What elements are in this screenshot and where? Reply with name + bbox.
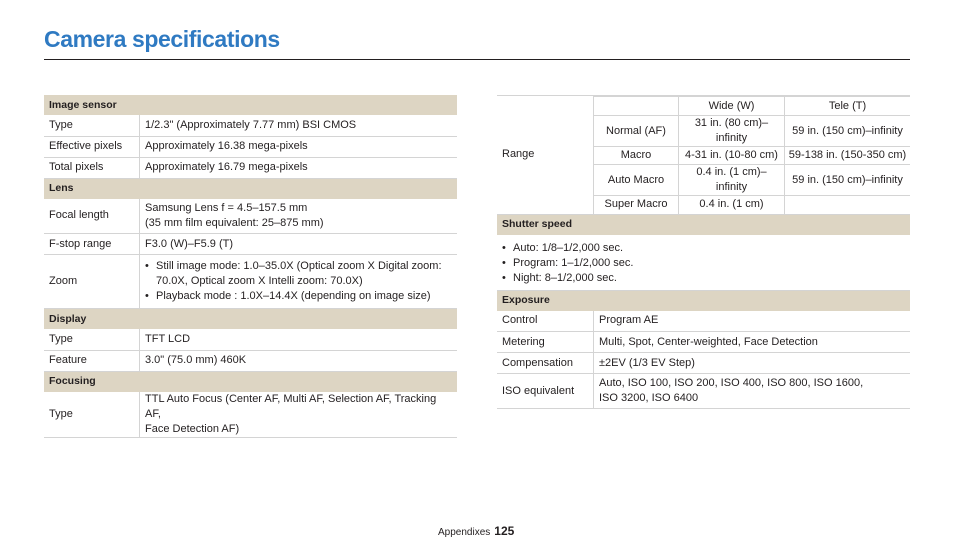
row-value: [140, 199, 458, 234]
table-row: [44, 115, 457, 136]
value-line: Samsung Lens f = 4.5–157.5 mm: [145, 201, 308, 214]
value-line: 31 in. (80 cm)–: [694, 117, 769, 129]
subtable-row: [594, 116, 910, 147]
row-value: F3.0 (W)–F5.9 (T): [140, 234, 458, 255]
value-line: infinity: [715, 181, 748, 193]
table-row: [497, 235, 910, 291]
row-value: Multi, Spot, Center-weighted, Face Detection: [594, 332, 911, 353]
row-label: Metering: [497, 332, 594, 353]
subtable-row: [594, 165, 910, 196]
row-label: Effective pixels: [44, 136, 140, 157]
table-row: [44, 350, 457, 371]
row-label: Control: [497, 311, 594, 332]
mode-cell: Auto Macro: [594, 165, 679, 196]
section-header-image-sensor: Image sensor: [44, 95, 457, 115]
row-value: Approximately 16.38 mega-pixels: [140, 136, 458, 157]
table-row: [44, 392, 457, 438]
table-row: [497, 353, 910, 374]
wide-cell: 4-31 in. (10-80 cm): [679, 147, 785, 165]
row-label: Type: [44, 392, 140, 438]
wide-cell: [679, 165, 785, 196]
spec-table-right: [497, 95, 910, 409]
table-row: [497, 311, 910, 332]
tele-cell: 59-138 in. (150-350 cm): [785, 147, 911, 165]
row-value: [140, 392, 458, 438]
section-header-focusing: Focusing: [44, 371, 457, 392]
row-label: Total pixels: [44, 157, 140, 178]
row-value: Approximately 16.79 mega-pixels: [140, 157, 458, 178]
row-value: TFT LCD: [140, 329, 458, 350]
value-line: (35 mm film equivalent: 25–875 mm): [145, 216, 324, 229]
row-value: [140, 255, 458, 309]
value-line: Auto, ISO 100, ISO 200, ISO 400, ISO 800, ISO 1600,: [599, 377, 864, 389]
value-line: 0.4 in. (1 cm)–: [696, 166, 767, 178]
value-line: infinity: [715, 132, 748, 144]
bullet-list: [502, 241, 905, 286]
row-label: Focal length: [44, 199, 140, 234]
table-row: [44, 329, 457, 350]
row-value: 1/2.3" (Approximately 7.77 mm) BSI CMOS: [140, 115, 458, 136]
mode-cell: Super Macro: [594, 196, 679, 214]
row-value: [594, 374, 911, 409]
table-row: [497, 332, 910, 353]
bullet-list: [145, 259, 452, 304]
row-label: Type: [44, 329, 140, 350]
tele-cell: [785, 196, 911, 214]
range-subtable: [594, 96, 910, 214]
row-label: ISO equivalent: [497, 374, 594, 409]
bullet-item: • Program: 1–1/2,000 sec.: [502, 256, 905, 271]
spec-table-left: [44, 95, 457, 438]
value-line: ISO 3200, ISO 6400: [599, 392, 699, 404]
table-row: [44, 157, 457, 178]
bullet-item: • Still image mode: 1.0–35.0X (Optical zoom X Digital zoom: 70.0X, Optical zoom X Intelli zoom: 70.0X): [145, 259, 452, 289]
page-title: Camera specifications: [44, 26, 280, 52]
mode-cell: Normal (AF): [594, 116, 679, 147]
subtable-header-row: [594, 97, 910, 116]
row-label: Compensation: [497, 353, 594, 374]
row-label: Feature: [44, 350, 140, 371]
subtable-header: Tele (T): [785, 97, 911, 116]
section-header-lens: Lens: [44, 178, 457, 199]
range-subtable-cell: [594, 96, 911, 215]
tele-cell: 59 in. (150 cm)–infinity: [785, 116, 911, 147]
subtable-row: [594, 196, 910, 214]
footer-section-label: Appendixes: [438, 527, 491, 538]
mode-cell: Macro: [594, 147, 679, 165]
row-label: Type: [44, 115, 140, 136]
subtable-header: Wide (W): [679, 97, 785, 116]
shutter-list-cell: [497, 235, 910, 291]
subtable-header: [594, 97, 679, 116]
value-line: Face Detection AF): [145, 422, 240, 435]
wide-cell: [679, 116, 785, 147]
bullet-item: • Night: 8–1/2,000 sec.: [502, 271, 905, 286]
page-number: 125: [494, 524, 515, 538]
bullet-item: • Auto: 1/8–1/2,000 sec.: [502, 241, 905, 256]
page-footer: [438, 524, 514, 538]
bullet-item: • Playback mode : 1.0X–14.4X (depending on image size): [145, 289, 452, 304]
tele-cell: 59 in. (150 cm)–infinity: [785, 165, 911, 196]
table-row-range: [497, 96, 910, 215]
row-label: F-stop range: [44, 234, 140, 255]
row-value: ±2EV (1/3 EV Step): [594, 353, 911, 374]
row-label: Zoom: [44, 255, 140, 309]
section-header-exposure: Exposure: [497, 290, 910, 311]
table-row: [44, 199, 457, 234]
row-value: 3.0" (75.0 mm) 460K: [140, 350, 458, 371]
subtable-row: [594, 147, 910, 165]
table-row: [44, 136, 457, 157]
section-header-display: Display: [44, 309, 457, 330]
wide-cell: 0.4 in. (1 cm): [679, 196, 785, 214]
table-row: [497, 374, 910, 409]
table-row: [44, 234, 457, 255]
table-row: [44, 255, 457, 309]
section-header-shutter-speed: Shutter speed: [497, 214, 910, 235]
title-divider: [44, 59, 910, 60]
row-label: Range: [497, 96, 594, 215]
row-value: Program AE: [594, 311, 911, 332]
value-line: TTL Auto Focus (Center AF, Multi AF, Selection AF, Tracking AF,: [145, 392, 437, 420]
